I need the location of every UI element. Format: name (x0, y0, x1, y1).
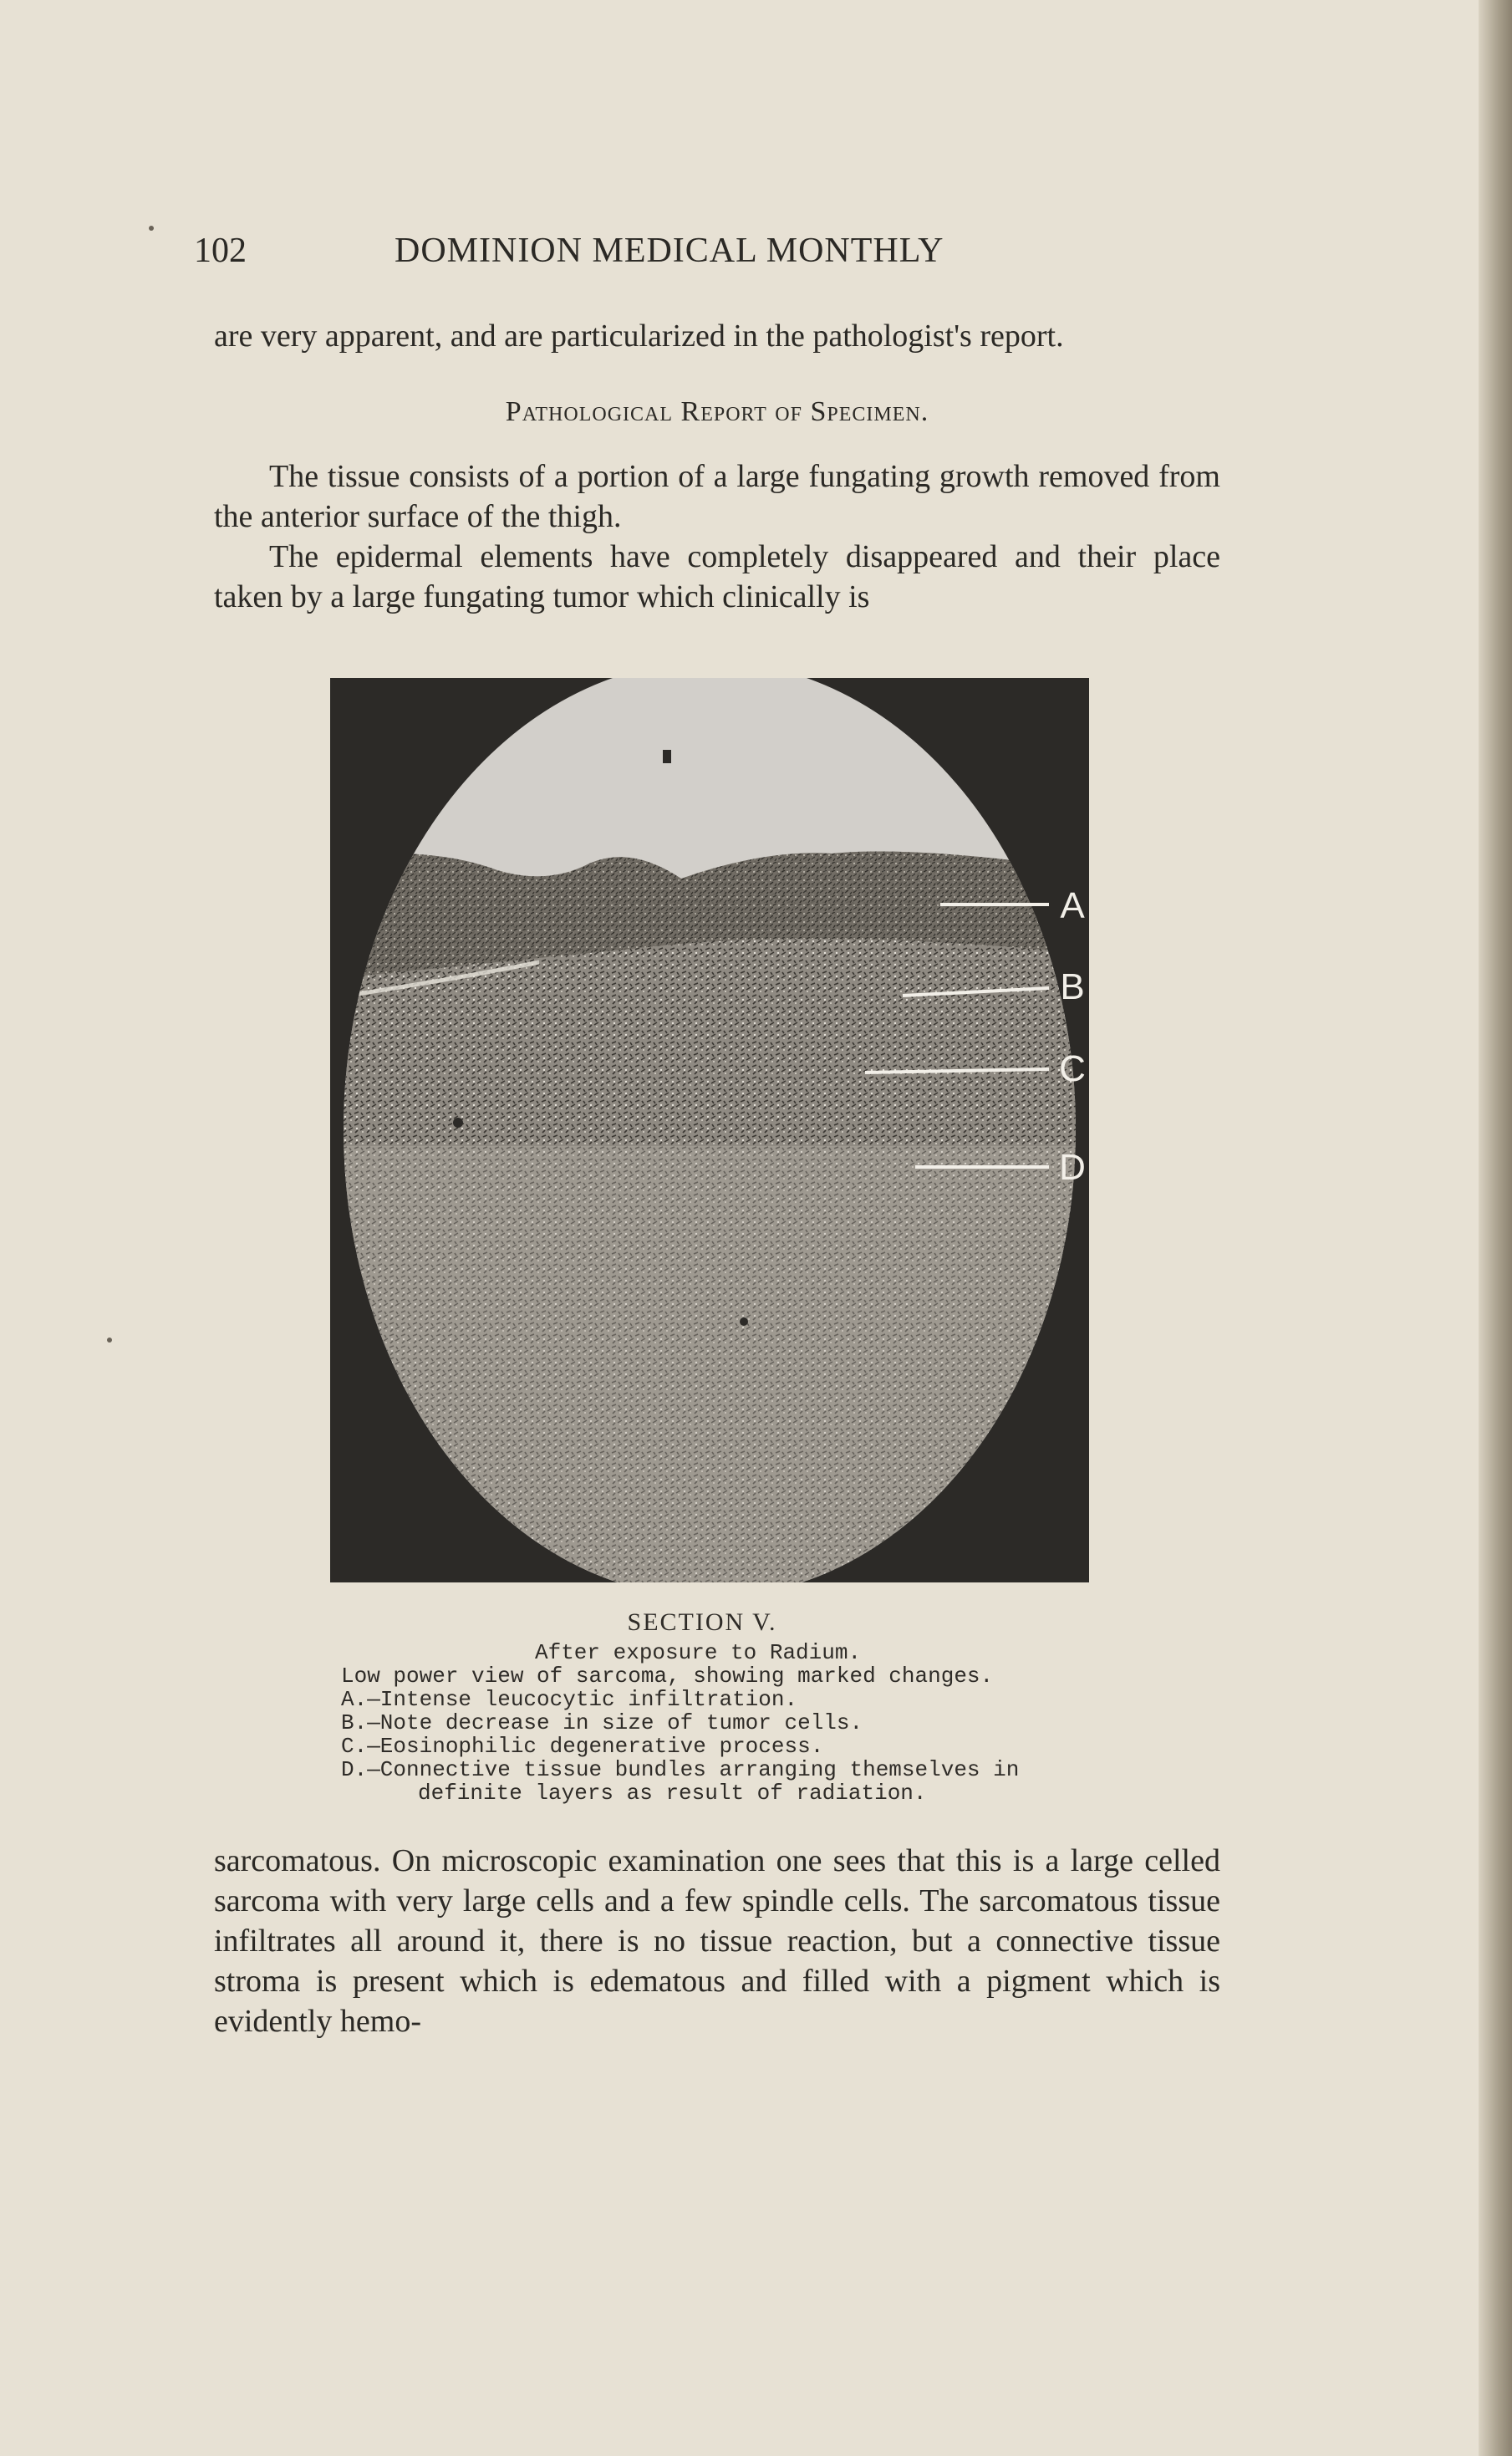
label-a: A (1060, 885, 1085, 926)
section-heading: Pathological Report of Specimen. (505, 396, 929, 427)
caption-line-b: B.—Note decrease in size of tumor cells. (341, 1710, 863, 1735)
micrograph-figure (330, 678, 1089, 1582)
caption-line-d-continued: definite layers as result of radiation. (418, 1781, 927, 1806)
paragraph-tissue: The tissue consists of a portion of a large fungating growth removed from the anterior surface of the thigh. (214, 459, 1220, 534)
micrograph-image (330, 678, 1089, 1582)
running-head: DOMINION MEDICAL MONTHLY (395, 232, 944, 270)
caption-line-d: D.—Connective tissue bundles arranging themselves in (341, 1757, 1020, 1782)
paragraph-continued: are very apparent, and are particularized in the pathologist's report. (214, 318, 1064, 354)
caption-line-a: A.—Intense leucocytic infiltration. (341, 1687, 798, 1712)
caption-line: Low power view of sarcoma, showing marked changes. (341, 1664, 994, 1689)
paragraph-sarcomatous: sarcomatous. On microscopic examination one sees that this is a large celled sarcoma with very large cells and a few spindle cells. The sarcomatous tissue infiltrates all around it, there is no tissue reaction, but a connective tissue stroma is present which is edematous and filled with a pigment which is evidently hemo- (214, 1843, 1220, 2039)
caption-title: SECTION V. (627, 1608, 777, 1636)
paragraph-epidermal: The epidermal elements have completely disappeared and their place taken by a large fungating tumor which clinically is (214, 539, 1220, 614)
caption-subtitle: After exposure to Radium. (535, 1640, 862, 1665)
speck (149, 226, 154, 231)
caption-line-c: C.—Eosinophilic degenerative process. (341, 1734, 824, 1759)
speck (107, 1338, 112, 1343)
page-edge (1479, 0, 1512, 2456)
label-c: C (1059, 1048, 1086, 1089)
label-b: B (1060, 966, 1085, 1007)
page-number: 102 (194, 232, 247, 270)
label-d: D (1059, 1147, 1086, 1188)
page-header (194, 231, 1038, 281)
